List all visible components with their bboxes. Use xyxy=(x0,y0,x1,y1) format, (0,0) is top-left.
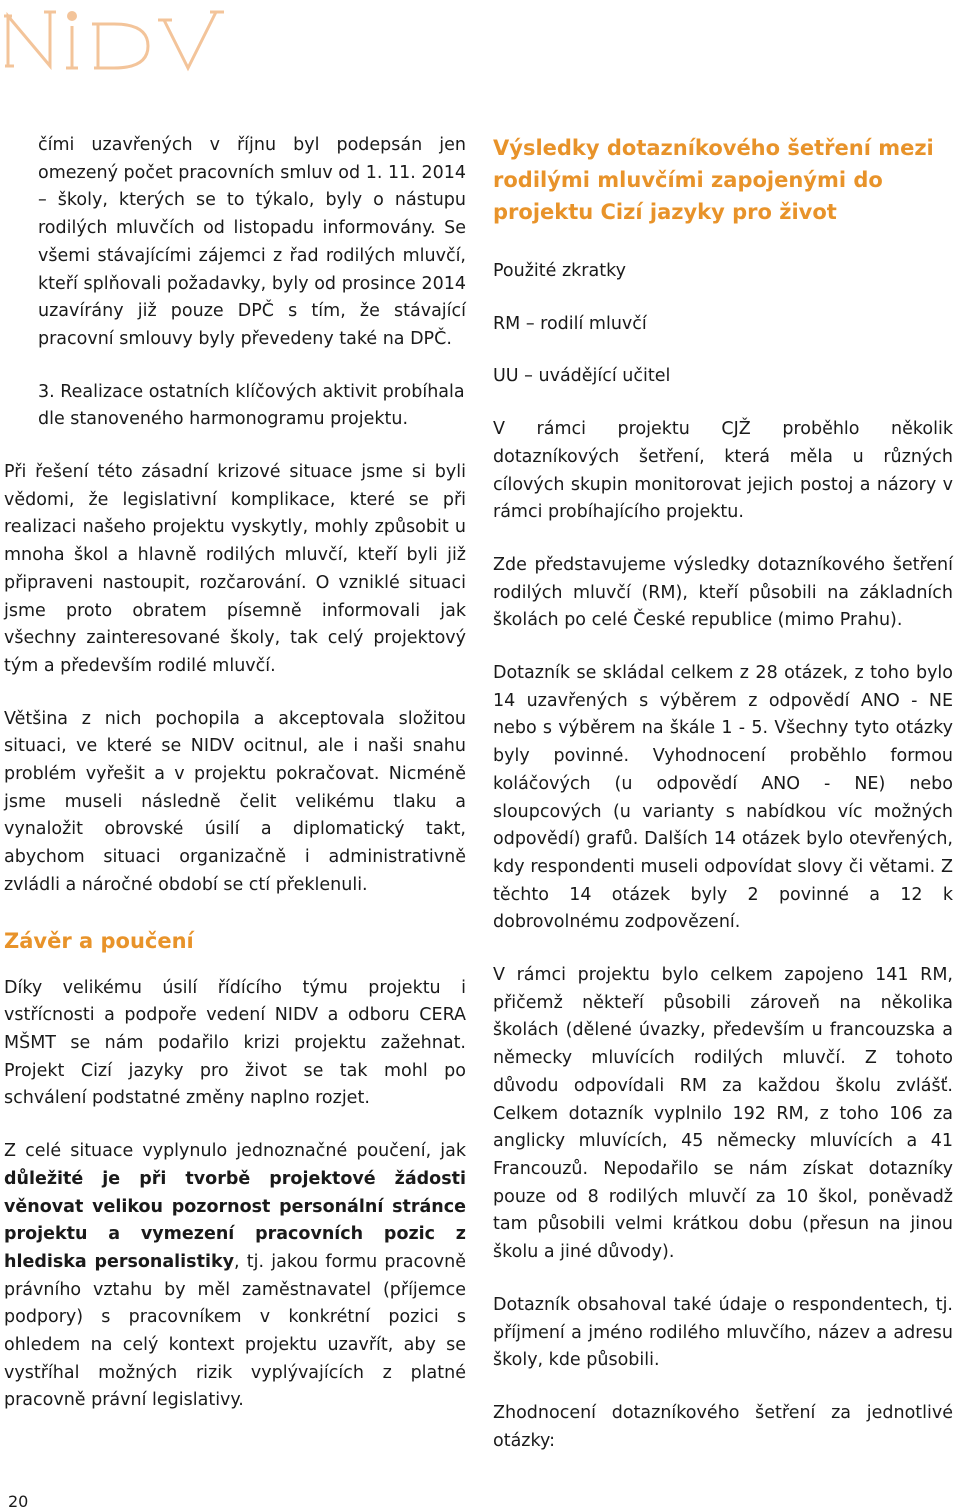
abbreviation-rm: RM – rodilí mluvčí xyxy=(493,313,647,334)
paragraph-evaluation: Zhodnocení dotazníkového šetření za jednotlivé otázky: xyxy=(493,1402,953,1451)
paragraph-contracts: čími uzavřených v říjnu byl podepsán jen omezený počet pracovních smluv od 1. 11. 2014 – školy, kterých se to týkalo, byly o nástupu rodilých mluvčích od listopadu informovány. Se všemi stávajícími zájemci z řad rodilých mluvčí, kteří splňovali požadavky, byly od prosince 2014 uzavírány již pouze DPČ s tím, že stávající pracovní smlouvy byly převedeny také na DPČ. xyxy=(38,135,466,349)
paragraph-crisis: Při řešení této zásadní krizové situace jsme si byli vědomi, že legislativní komplikace, které se při realizaci našeho projektu vyskytly, mohly způsobit u mnoha škol a hlavně rodilých mluvčí, kteří byli již připraveni nastoupit, rozčarování. O vzniklé situaci jsme proto obratem písemně informovali jak všechny zainteresované školy, tak celý projektový tým a především rodilé mluvčí. xyxy=(4,462,466,676)
paragraph-presentation: Zde představujeme výsledky dotazníkového šetření rodilých mluvčí (RM), kteří působili na základních školách po celé České republice (mimo Prahu). xyxy=(493,554,953,631)
nidv-logo xyxy=(2,2,262,74)
section-heading-survey-results: Výsledky dotazníkového šetření mezi rodilými mluvčími zapojenými do projektu Cizí jazyky pro život xyxy=(493,136,934,224)
list-item-3: 3. Realizace ostatních klíčových aktivit probíhala dle stanoveného harmonogramu projektu. xyxy=(38,381,465,430)
paragraph-thanks: Díky velikému úsilí řídícího týmu projektu i vstřícnosti a podpoře vedení NIDV a odboru CERA MŠMT se nám podařilo krizi projektu zažehnat. Projekt Cizí jazyky pro život se tak mohl po schválení podstatné změny naplno rozjet. xyxy=(4,977,466,1109)
lesson-text-end: , tj. jakou formu pracovně právního vztahu by měl zaměstnavatel (příjemce podpory) s pracovníkem v konkrétní pozici s ohledem na celý kontext projektu uzavřít, aby se vystříhal možných rizik vyplývajících z platné pracovně právní legislativy. xyxy=(4,1251,466,1411)
right-column xyxy=(493,132,953,1455)
paragraph-surveys: V rámci projektu CJŽ proběhlo několik dotazníkových šetření, která měla u různých cílových skupin monitorovat jejich postoj a názory v rámci probíhajícího projektu. xyxy=(493,419,953,523)
page-number: 20 xyxy=(8,1492,29,1511)
paragraph-participants: V rámci projektu bylo celkem zapojeno 141 RM, přičemž někteří působili zároveň na několika školách (dělené úvazky, především u francouzska a německy mluvících rodilých mluvčí. Z tohoto důvodu odpovídali RM za každou školu zvlášť. Celkem dotazník vyplnilo 192 RM, z toho 106 za anglicky mluvících, 45 německy mluvících a 41 Francouzů. Nepodařilo se nám získat dotazníky pouze od 8 rodilých mluvčí za 10 škol, poněvadž tam působili velmi krátkou dobu (přesun na jinou školu a jiné důvody). xyxy=(493,965,953,1263)
lesson-text-bold: důležité je při tvorbě projektové žádosti věnovat velikou pozornost personální stránce projektu a vymezení pracovních pozic z hlediska personalistiky xyxy=(4,1168,466,1272)
paragraph-respondent-data: Dotazník obsahoval také údaje o respondentech, tj. příjmení a jméno rodilého mluvčího, název a adresu školy, kde působili. xyxy=(493,1294,953,1371)
section-heading-conclusion: Závěr a poučení xyxy=(4,928,194,953)
left-column xyxy=(4,132,466,1415)
lesson-text-start: Z celé situace vyplynulo jednoznačné poučení, jak xyxy=(4,1141,466,1162)
paragraph-questionnaire: Dotazník se skládal celkem z 28 otázek, z toho bylo 14 uzavřených s výběrem z odpovědí ANO - NE nebo s výběrem na škále 1 - 5. Všechny tyto otázky byly povinné. Vyhodnocení proběhlo formou koláčových (u odpovědí ANO - NE) nebo sloupcových (u varianty s nabídkou víc možných odpovědí) grafů. Dalších 14 otázek bylo otevřených, kdy respondenti museli odpovídat slovy či větami. Z těchto 14 otázek byly 2 povinné a 12 k dobrovolnému zodpovězení. xyxy=(493,663,953,933)
paragraph-schools-understanding: Většina z nich pochopila a akceptovala složitou situaci, ve které se NIDV ocitnul, ale i naši snahu problém vyřešit a v projektu pokračovat. Nicméně jsme museli následně čelit velikému tlaku a vynaložit obrovské úsilí a diplomatický takt, abychom situaci organizačně i administrativně zvládli a náročné období se ctí překlenuli. xyxy=(4,708,466,895)
abbreviations-title: Použité zkratky xyxy=(493,261,626,281)
abbreviation-uu: UU – uvádějící učitel xyxy=(493,366,671,387)
paragraph-lesson xyxy=(4,1138,466,1415)
